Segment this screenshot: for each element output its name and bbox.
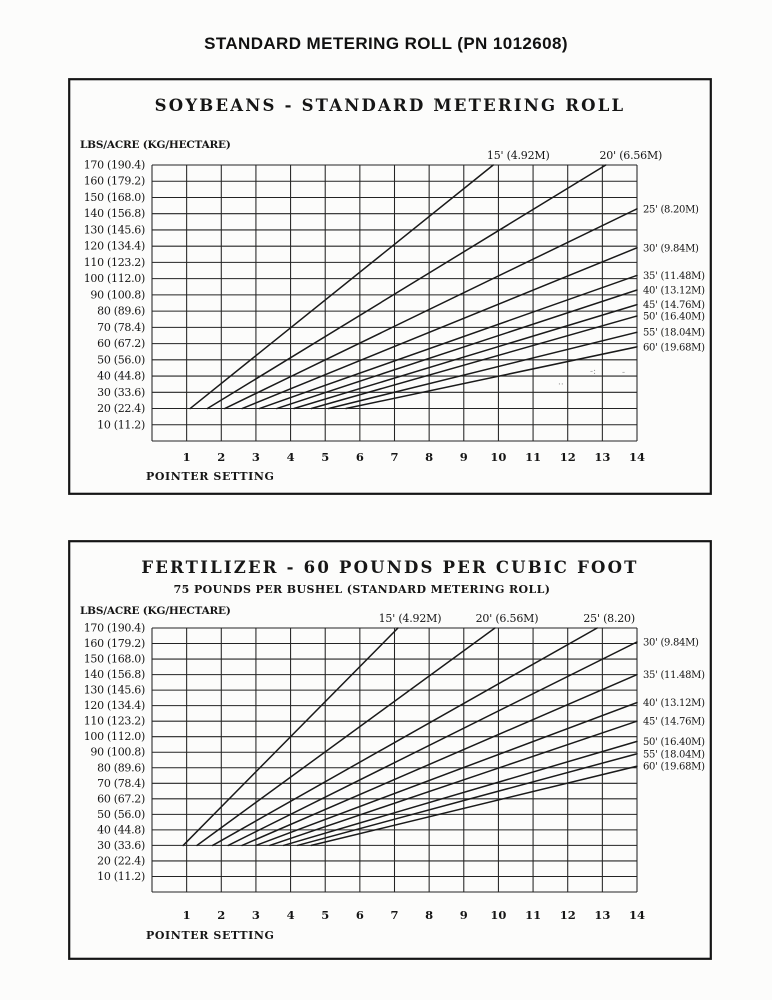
y-tick-label: 60 (67.2) [97,792,145,806]
chart-title: SOYBEANS - STANDARD METERING ROLL [154,96,626,115]
rate-line [242,248,637,409]
swath-width-label: 25' (8.20M) [643,204,699,216]
rate-line [190,165,493,409]
y-tick-label: 10 (11.2) [97,869,145,883]
x-tick-label: 3 [251,908,260,922]
x-tick-label: 8 [425,908,434,922]
y-tick-label: 70 (78.4) [97,776,145,790]
x-axis-label: POINTER SETTING [146,929,275,942]
y-tick-label: 170 (190.4) [83,621,145,635]
x-tick-label: 2 [217,908,226,922]
y-tick-label: 40 (44.8) [97,369,145,383]
scan-artifact: ·· [558,380,564,390]
x-tick-label: 10 [490,908,507,922]
swath-width-label: 50' (16.40M) [643,311,705,323]
x-tick-label: 2 [217,450,226,464]
scan-artifact: -: [590,367,597,377]
rate-line [277,290,637,409]
swath-width-label: 15' (4.92M) [378,612,442,625]
x-tick-label: 7 [390,908,399,922]
y-tick-label: 150 (168.0) [83,652,145,666]
x-tick-label: 4 [286,450,295,464]
y-tick-label: 120 (134.4) [83,239,145,253]
soybeans-chart [68,78,712,495]
swath-width-label: 35' (11.48M) [643,270,705,282]
page-title: STANDARD METERING ROLL (PN 1012608) [204,34,568,53]
x-tick-label: 1 [182,908,191,922]
rate-line [228,642,637,845]
x-axis-label: POINTER SETTING [146,470,275,483]
panel-border [69,541,711,959]
x-tick-label: 4 [286,908,295,922]
rate-line [294,305,637,409]
y-tick-label: 140 (156.8) [83,207,145,221]
x-tick-label: 9 [459,450,468,464]
y-tick-label: 50 (56.0) [97,807,145,821]
x-tick-label: 14 [628,908,646,922]
swath-width-label: 20' (6.56M) [599,149,663,162]
scan-artifact: - [622,368,626,378]
y-tick-label: 130 (145.6) [83,683,145,697]
x-tick-label: 11 [525,908,542,922]
y-tick-label: 130 (145.6) [83,223,145,237]
x-tick-label: 8 [425,450,434,464]
y-tick-label: 90 (100.8) [90,288,145,302]
y-tick-label: 160 (179.2) [83,637,145,651]
swath-width-label: 60' (19.68M) [643,342,705,354]
y-tick-label: 60 (67.2) [97,337,145,351]
y-tick-label: 100 (112.0) [83,272,145,286]
y-tick-label: 110 (123.2) [83,255,145,269]
y-tick-label: 40 (44.8) [97,823,145,837]
y-tick-label: 160 (179.2) [83,174,145,188]
x-tick-label: 13 [594,908,611,922]
swath-width-label: 60' (19.68M) [643,761,705,773]
y-axis-unit-label: LBS/ACRE (KG/HECTARE) [80,139,231,151]
x-tick-label: 10 [490,450,507,464]
x-tick-label: 6 [355,908,364,922]
y-tick-label: 140 (156.8) [83,668,145,682]
y-axis-unit-label: LBS/ACRE (KG/HECTARE) [80,605,231,617]
swath-width-label: 50' (16.40M) [643,736,705,748]
rate-line [207,165,605,409]
x-tick-label: 3 [251,450,260,464]
x-tick-label: 7 [390,450,399,464]
y-tick-label: 150 (168.0) [83,190,145,204]
x-tick-label: 9 [459,908,468,922]
y-tick-label: 10 (11.2) [97,418,145,432]
rate-line [346,347,637,409]
y-tick-label: 50 (56.0) [97,353,145,367]
fertilizer-chart [68,540,712,960]
y-tick-label: 20 (22.4) [97,402,145,416]
rate-line [225,209,637,409]
x-tick-label: 14 [628,450,646,464]
swath-width-label: 25' (8.20) [583,612,635,625]
y-tick-label: 100 (112.0) [83,730,145,744]
rate-line [256,703,637,846]
x-tick-label: 12 [559,908,576,922]
x-tick-label: 13 [594,450,611,464]
swath-width-label: 15' (4.92M) [486,149,550,162]
y-tick-label: 90 (100.8) [90,745,145,759]
x-tick-label: 5 [321,450,330,464]
swath-width-label: 45' (14.76M) [643,716,705,728]
swath-width-label: 20' (6.56M) [475,612,539,625]
y-tick-label: 30 (33.6) [97,838,145,852]
y-tick-label: 170 (190.4) [83,158,145,172]
y-tick-label: 110 (123.2) [83,714,145,728]
rate-line [242,675,637,846]
y-tick-label: 30 (33.6) [97,385,145,399]
y-tick-label: 80 (89.6) [97,761,145,775]
swath-width-label: 40' (13.12M) [643,698,705,710]
chart-subtitle: 75 POUNDS PER BUSHEL (STANDARD METERING ROLL) [173,583,551,596]
x-tick-label: 5 [321,908,330,922]
swath-width-label: 40' (13.12M) [643,285,705,297]
x-tick-label: 1 [182,450,191,464]
y-tick-label: 20 (22.4) [97,854,145,868]
chart-title: FERTILIZER - 60 POUNDS PER CUBIC FOOT [141,558,639,577]
swath-width-label: 55' (18.04M) [643,327,705,339]
swath-width-label: 35' (11.48M) [643,670,705,682]
x-tick-label: 11 [525,450,542,464]
swath-width-label: 30' (9.84M) [643,243,699,255]
fertilizer-chart-panel [68,540,712,960]
soybeans-chart-panel [68,78,712,495]
y-tick-label: 80 (89.6) [97,304,145,318]
swath-width-label: 30' (9.84M) [643,637,699,649]
x-tick-label: 12 [559,450,576,464]
swath-width-label: 45' (14.76M) [643,300,705,312]
y-tick-label: 70 (78.4) [97,320,145,334]
x-tick-label: 6 [355,450,364,464]
y-tick-label: 120 (134.4) [83,699,145,713]
swath-width-label: 55' (18.04M) [643,749,705,761]
